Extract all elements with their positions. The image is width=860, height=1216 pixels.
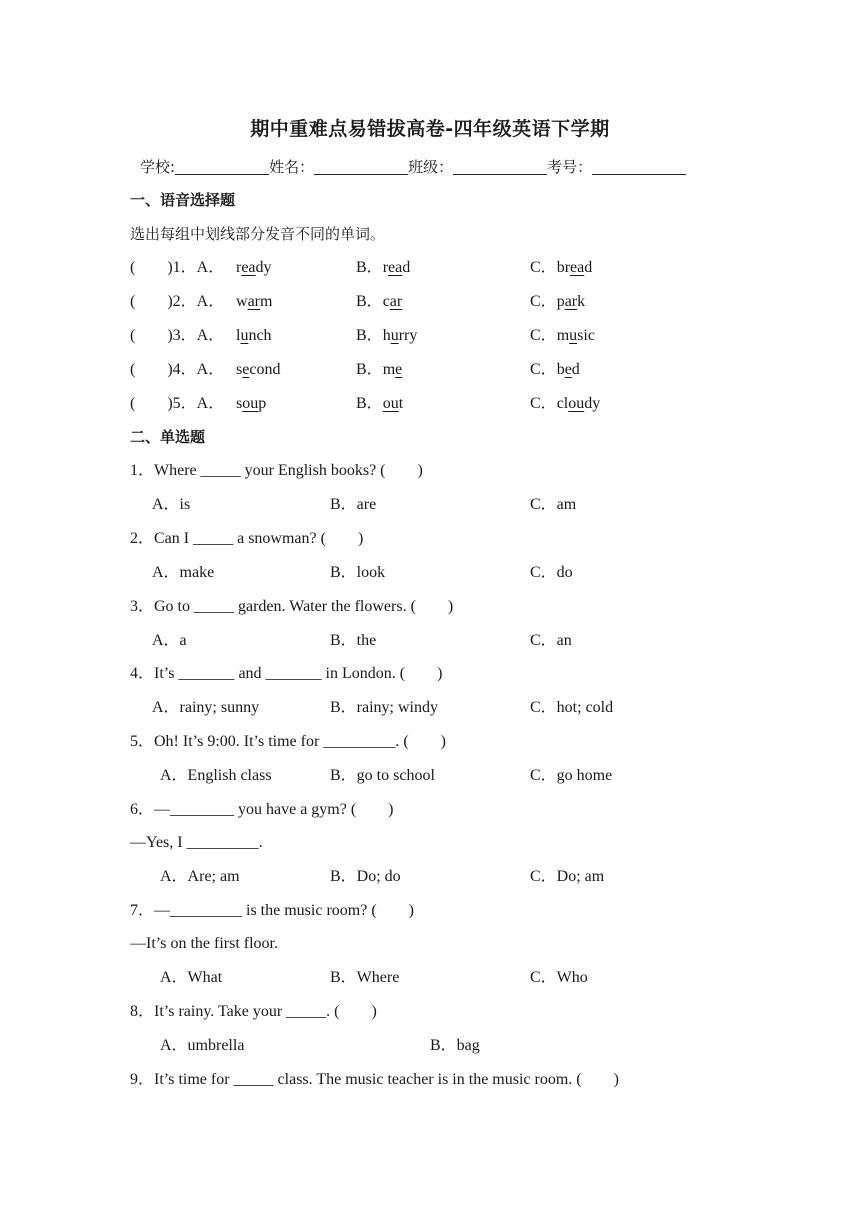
name-blank[interactable] bbox=[314, 158, 408, 175]
q3-option-a[interactable]: A．a bbox=[152, 632, 187, 649]
question-3: 3．Go to _____ garden. Water the flowers. ( ) bbox=[130, 598, 454, 615]
phonics-option-b: B．read bbox=[356, 259, 411, 276]
q7-option-b[interactable]: B．Where bbox=[330, 969, 400, 986]
phonics-option-c: C．park bbox=[530, 293, 586, 310]
class-blank[interactable] bbox=[453, 158, 547, 175]
phonics-option-b: B．out bbox=[356, 395, 404, 412]
question-9: 9．It’s time for _____ class. The music teacher is in the music room. ( ) bbox=[130, 1071, 619, 1088]
q4-option-b[interactable]: B．rainy; windy bbox=[330, 699, 438, 716]
question-1: 1．Where _____ your English books? ( ) bbox=[130, 462, 423, 479]
q1-option-a[interactable]: A．is bbox=[152, 496, 191, 513]
phonics-item-number: ( )3．A． bbox=[130, 327, 225, 344]
question-6: 6．—________ you have a gym? ( ) bbox=[130, 801, 394, 818]
q2-option-b[interactable]: B．look bbox=[330, 564, 386, 581]
exam-title: 期中重难点易错拔高卷-四年级英语下学期 bbox=[250, 118, 610, 140]
phonics-item-number: ( )1．A． bbox=[130, 259, 225, 276]
q3-option-b[interactable]: B．the bbox=[330, 632, 377, 649]
q5-option-b[interactable]: B．go to school bbox=[330, 767, 435, 784]
phonics-item-number: ( )5．A． bbox=[130, 395, 225, 412]
phonics-option-a: warm bbox=[236, 293, 273, 310]
section1-heading: 一、语音选择题 bbox=[130, 191, 236, 209]
phonics-option-c: C．cloudy bbox=[530, 395, 601, 412]
phonics-option-c: C．bed bbox=[530, 361, 580, 378]
phonics-option-b: B．car bbox=[356, 293, 403, 310]
q2-option-c[interactable]: C．do bbox=[530, 564, 573, 581]
phonics-option-a: second bbox=[236, 361, 281, 378]
phonics-item-number: ( )2．A． bbox=[130, 293, 225, 310]
q5-option-c[interactable]: C．go home bbox=[530, 767, 613, 784]
q7-option-c[interactable]: C．Who bbox=[530, 969, 588, 986]
phonics-option-a: lunch bbox=[236, 327, 272, 344]
q8-option-a[interactable]: A．umbrella bbox=[160, 1037, 245, 1054]
section1-instruction: 选出每组中划线部分发音不同的单词。 bbox=[130, 225, 386, 243]
phonics-item-number: ( )4．A． bbox=[130, 361, 225, 378]
q1-option-c[interactable]: C．am bbox=[530, 496, 577, 513]
q7-reply: —It’s on the first floor. bbox=[130, 935, 278, 952]
class-label: 班级： bbox=[408, 158, 454, 176]
phonics-option-b: B．hurry bbox=[356, 327, 418, 344]
q6-option-a[interactable]: A．Are; am bbox=[160, 868, 240, 885]
q4-option-c[interactable]: C．hot; cold bbox=[530, 699, 614, 716]
q2-option-a[interactable]: A．make bbox=[152, 564, 215, 581]
question-2: 2．Can I _____ a snowman? ( ) bbox=[130, 530, 364, 547]
phonics-option-c: C．music bbox=[530, 327, 595, 344]
phonics-option-b: B．me bbox=[356, 361, 403, 378]
q6-reply: —Yes, I _________. bbox=[130, 834, 263, 851]
q6-option-b[interactable]: B．Do; do bbox=[330, 868, 401, 885]
phonics-option-a: soup bbox=[236, 395, 267, 412]
question-5: 5．Oh! It’s 9:00. It’s time for _________. ( ) bbox=[130, 733, 446, 750]
section2-heading: 二、单选题 bbox=[130, 428, 206, 446]
number-label: 考号： bbox=[547, 158, 593, 176]
phonics-option-c: C．bread bbox=[530, 259, 593, 276]
q4-option-a[interactable]: A．rainy; sunny bbox=[152, 699, 260, 716]
question-4: 4．It’s _______ and _______ in London. ( ) bbox=[130, 665, 443, 682]
question-7: 7．—_________ is the music room? ( ) bbox=[130, 902, 414, 919]
q6-option-c[interactable]: C．Do; am bbox=[530, 868, 605, 885]
q8-option-b[interactable]: B．bag bbox=[430, 1037, 480, 1054]
school-label: 学校: bbox=[140, 158, 176, 176]
q1-option-b[interactable]: B．are bbox=[330, 496, 377, 513]
phonics-option-a: ready bbox=[236, 259, 272, 276]
number-blank[interactable] bbox=[592, 158, 686, 175]
q5-option-a[interactable]: A．English class bbox=[160, 767, 272, 784]
school-blank[interactable] bbox=[175, 158, 269, 175]
question-8: 8．It’s rainy. Take your _____. ( ) bbox=[130, 1003, 377, 1020]
q3-option-c[interactable]: C．an bbox=[530, 632, 572, 649]
student-info-row bbox=[140, 157, 686, 177]
name-label: 姓名： bbox=[269, 158, 315, 176]
q7-option-a[interactable]: A．What bbox=[160, 969, 223, 986]
